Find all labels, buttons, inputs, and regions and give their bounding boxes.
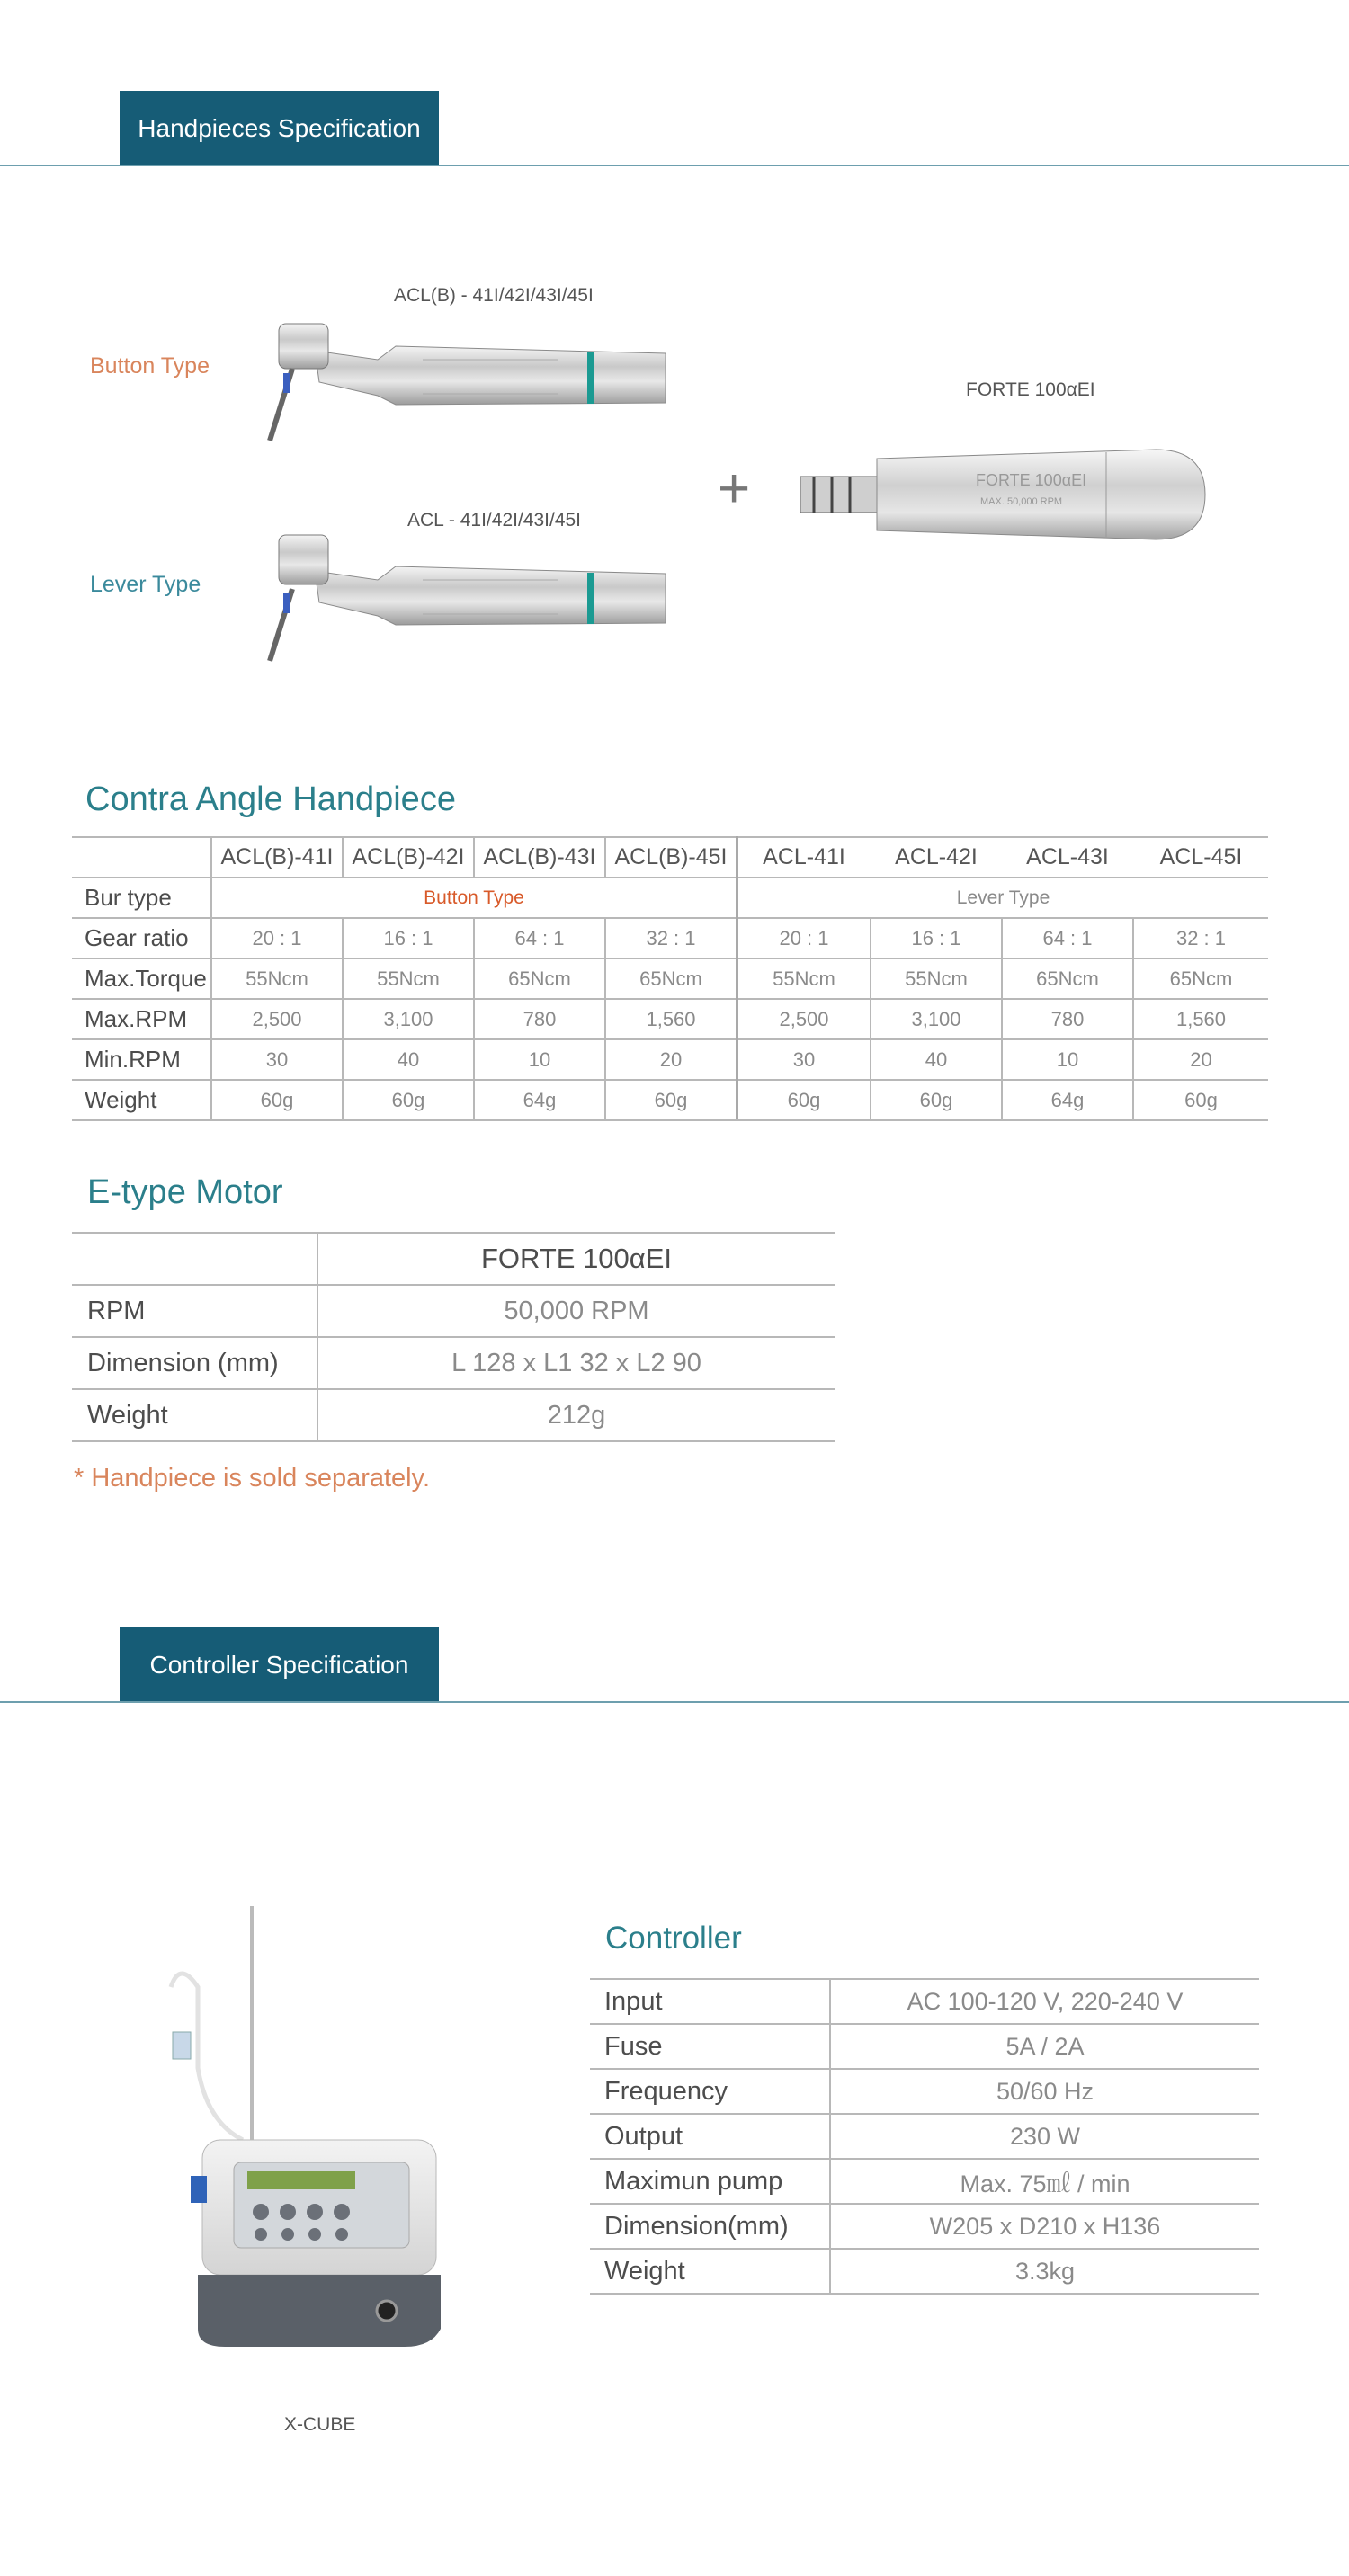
motor-engraving-model: FORTE 100αEI xyxy=(976,471,1087,489)
table-cell: 780 xyxy=(523,1007,557,1030)
controller-row-value: 5A / 2A xyxy=(1005,2032,1085,2060)
table-cell: 1,560 xyxy=(1175,1007,1227,1030)
handpieces-spec-title: Handpieces Specification xyxy=(138,113,421,142)
motor-row-value: L 128 x L1 32 x L2 90 xyxy=(451,1348,701,1377)
row-label: Gear ratio xyxy=(85,924,189,951)
button-handpiece-image xyxy=(243,297,674,450)
col-header: ACL(B)-43I xyxy=(483,844,596,869)
table-cell: 20 xyxy=(659,1047,683,1071)
motor-col-header: FORTE 100αEI xyxy=(480,1243,673,1274)
table-cell: 65Ncm xyxy=(1036,967,1099,990)
device-caption: X-CUBE xyxy=(284,2414,356,2435)
row-label: Min.RPM xyxy=(85,1046,181,1073)
controller-spec-title: Controller Specification xyxy=(149,1650,409,1679)
button-handpiece-model: ACL(B) - 41I/42I/43I/45I xyxy=(394,285,594,306)
controller-row-value: 3.3kg xyxy=(1014,2257,1076,2285)
controller-row-value: Max. 75㎖ / min xyxy=(960,2170,1130,2197)
controller-row-value: 50/60 Hz xyxy=(996,2077,1094,2105)
table-cell: 65Ncm xyxy=(1169,967,1233,990)
table-cell: 55Ncm xyxy=(377,967,440,990)
row-label: Weight xyxy=(85,1086,157,1113)
table-line xyxy=(590,2293,1259,2295)
motor-model-label: FORTE 100αEI xyxy=(966,379,1095,400)
plus-sign: + xyxy=(718,458,751,520)
table-cell: 60g xyxy=(919,1088,953,1111)
row-label-bur-type: Bur type xyxy=(85,884,172,911)
table-cell: 30 xyxy=(792,1047,816,1071)
col-header: ACL-45I xyxy=(1159,844,1243,869)
contra-angle-title: Contra Angle Handpiece xyxy=(85,780,456,818)
controller-spec-header xyxy=(120,1627,439,1702)
controller-row-value: W205 x D210 x H136 xyxy=(929,2212,1161,2240)
row-label: Max.RPM xyxy=(85,1005,188,1032)
table-cell: 64 : 1 xyxy=(514,926,565,949)
bur-type-lever: Lever Type xyxy=(956,887,1050,908)
x-cube-device-image xyxy=(126,1906,504,2410)
table-cell: 3,100 xyxy=(911,1007,961,1030)
lever-handpiece-model: ACL - 41I/42I/43I/45I xyxy=(407,510,582,530)
motor-row-label: RPM xyxy=(87,1296,146,1325)
controller-row-label: Dimension(mm) xyxy=(604,2211,789,2241)
table-cell: 60g xyxy=(391,1088,425,1111)
col-header: ACL-43I xyxy=(1026,844,1109,869)
table-cell: 64g xyxy=(1050,1088,1085,1111)
controller-table-title: Controller xyxy=(605,1921,742,1956)
controller-row-label: Output xyxy=(604,2121,683,2151)
table-cell: 55Ncm xyxy=(773,967,835,990)
col-header: ACL-41I xyxy=(763,844,845,869)
motor-table-title: E-type Motor xyxy=(87,1173,283,1211)
table-cell: 65Ncm xyxy=(639,967,702,990)
table-cell: 780 xyxy=(1050,1007,1085,1030)
table-cell: 3,100 xyxy=(383,1007,433,1030)
table-cell: 60g xyxy=(787,1088,821,1111)
controller-row-label: Maximun pump xyxy=(604,2166,783,2196)
table-cell: 10 xyxy=(528,1047,551,1071)
table-cell: 64g xyxy=(523,1088,557,1111)
controller-row-label: Input xyxy=(604,1986,663,2016)
table-cell: 1,560 xyxy=(646,1007,696,1030)
table-cell: 60g xyxy=(1184,1088,1218,1111)
motor-row-label: Weight xyxy=(87,1400,168,1430)
table-cell: 55Ncm xyxy=(905,967,968,990)
button-type-label: Button Type xyxy=(90,353,210,379)
table-cell: 65Ncm xyxy=(508,967,571,990)
table-cell: 40 xyxy=(925,1047,948,1071)
bur-type-button: Button Type xyxy=(424,887,524,908)
table-cell: 20 : 1 xyxy=(779,926,829,949)
controller-row-value: 230 W xyxy=(1009,2122,1081,2150)
col-header: ACL-42I xyxy=(895,844,978,869)
table-line xyxy=(72,1119,1268,1121)
table-cell: 16 : 1 xyxy=(383,926,433,949)
table-cell: 55Ncm xyxy=(246,967,308,990)
table-line xyxy=(72,1440,835,1442)
motor-row-value: 50,000 RPM xyxy=(504,1296,649,1325)
table-cell: 32 : 1 xyxy=(646,926,696,949)
section-divider xyxy=(0,1701,1349,1703)
table-cell: 32 : 1 xyxy=(1175,926,1227,949)
table-cell: 60g xyxy=(260,1088,294,1111)
table-cell: 20 : 1 xyxy=(252,926,302,949)
motor-image xyxy=(796,445,1210,544)
col-header: ACL(B)-45I xyxy=(614,844,728,869)
handpieces-spec-header xyxy=(120,91,439,165)
handpiece-sold-separately-note: * Handpiece is sold separately. xyxy=(74,1464,431,1493)
row-label: Max.Torque xyxy=(85,965,207,992)
col-header: ACL(B)-41I xyxy=(220,844,334,869)
lever-handpiece-image xyxy=(243,521,674,674)
lever-type-label: Lever Type xyxy=(90,572,201,597)
motor-row-value: 212g xyxy=(547,1400,606,1430)
controller-row-label: Fuse xyxy=(604,2031,663,2061)
table-cell: 2,500 xyxy=(779,1007,829,1030)
motor-engraving-rpm: MAX. 50,000 RPM xyxy=(980,496,1063,507)
table-cell: 10 xyxy=(1056,1047,1079,1071)
table-cell: 40 xyxy=(397,1047,420,1071)
col-header: ACL(B)-42I xyxy=(352,844,465,869)
motor-row-label: Dimension (mm) xyxy=(87,1348,279,1377)
controller-row-label: Weight xyxy=(604,2256,685,2286)
table-cell: 20 xyxy=(1190,1047,1212,1071)
table-cell: 64 : 1 xyxy=(1042,926,1093,949)
table-cell: 60g xyxy=(654,1088,688,1111)
table-cell: 16 : 1 xyxy=(911,926,961,949)
table-cell: 30 xyxy=(265,1047,289,1071)
table-cell: 2,500 xyxy=(252,1007,302,1030)
section-divider xyxy=(0,165,1349,166)
controller-row-label: Frequency xyxy=(604,2076,728,2106)
controller-row-value: AC 100-120 V, 220-240 V xyxy=(907,1987,1184,2015)
